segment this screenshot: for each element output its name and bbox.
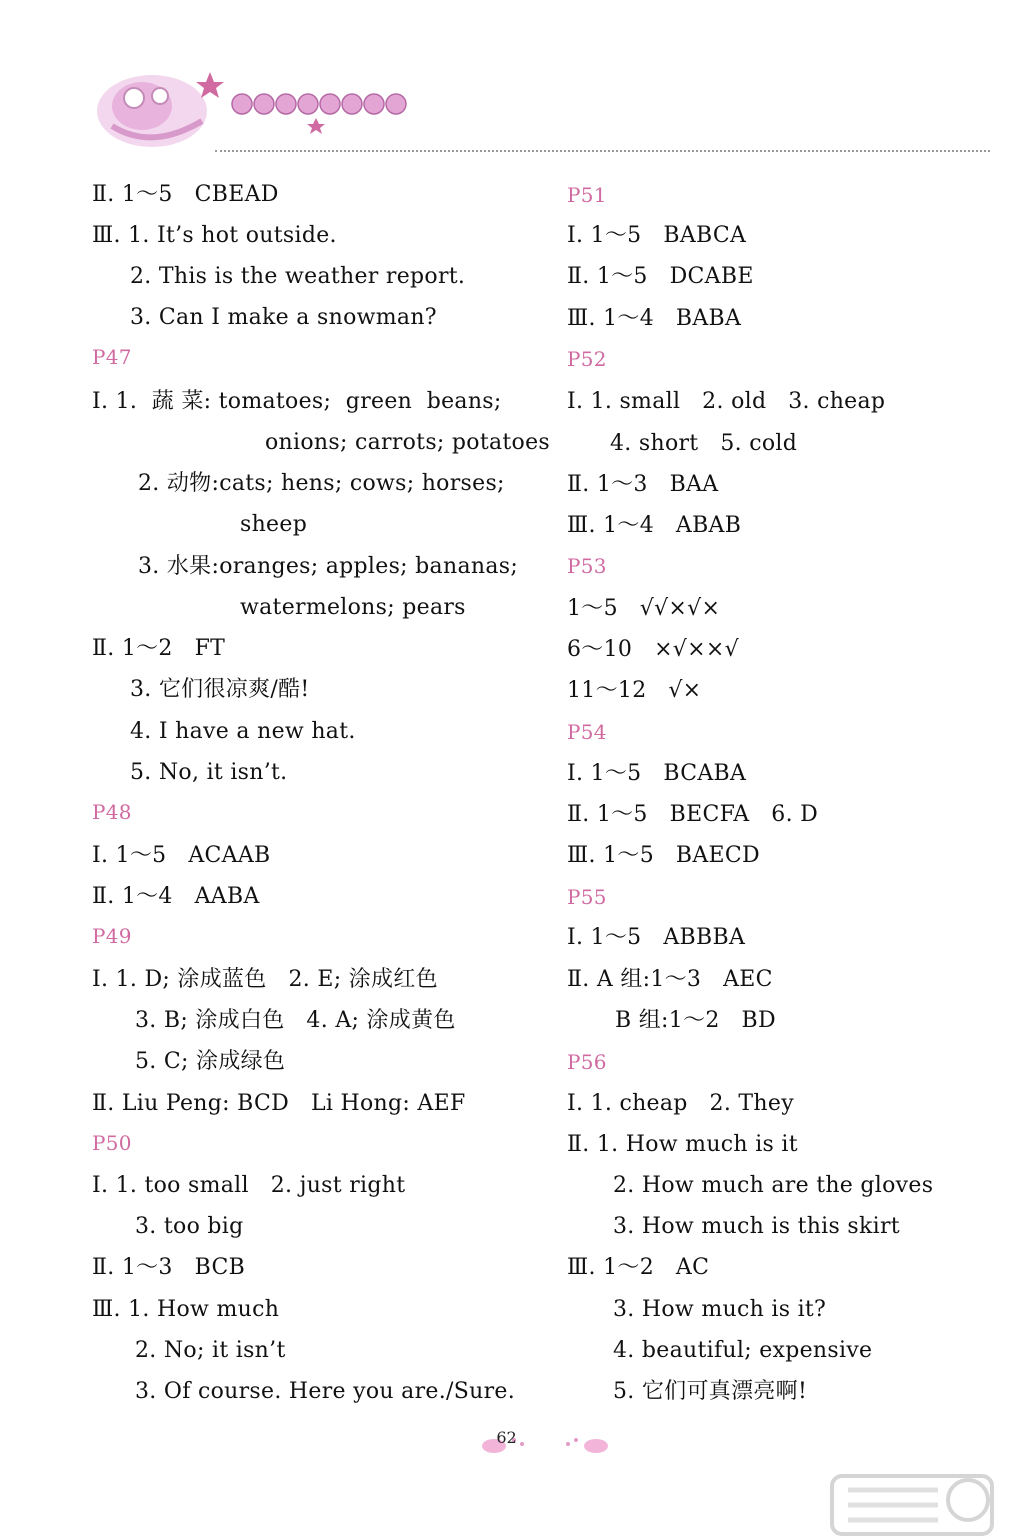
answer-line: Ⅱ. Liu Peng: BCD Li Hong: AEF	[92, 1091, 466, 1116]
answer-line: Ⅱ. 1～5 BECFA 6. D	[567, 802, 819, 827]
footer-ornament-right	[560, 1432, 610, 1456]
page-ref-heading: P52	[567, 347, 607, 371]
answer-line: Ⅰ. 1. cheap 2. They	[567, 1091, 794, 1116]
answer-line: 2. 动物:cats; hens; cows; horses;	[138, 471, 505, 496]
page-ref-heading: P56	[567, 1050, 607, 1074]
page-ref-heading: P55	[567, 885, 607, 909]
answer-line: Ⅲ. 1～4 ABAB	[567, 513, 742, 538]
answer-line: B 组:1～2 BD	[615, 1008, 776, 1033]
answer-line: Ⅲ. 1～5 BAECD	[567, 843, 760, 868]
answer-line: Ⅱ. 1～5 DCABE	[567, 264, 754, 289]
answer-line: 4. I have a new hat.	[130, 719, 356, 744]
page-header	[0, 0, 1013, 160]
answer-line: 1～5 √√×√×	[567, 596, 721, 621]
answer-line: watermelons; pears	[240, 595, 466, 620]
page-ref-heading: P50	[92, 1131, 132, 1155]
answer-line: 3. Can I make a snowman?	[130, 305, 437, 330]
answer-line: 2. This is the weather report.	[130, 264, 466, 289]
answer-line: Ⅱ. 1. How much is it	[567, 1132, 798, 1157]
answer-line: 5. No, it isn’t.	[130, 760, 288, 785]
answer-line: Ⅰ. 1. too small 2. just right	[92, 1173, 406, 1198]
page-ref-heading: P49	[92, 924, 132, 948]
answer-line: Ⅱ. 1～3 BCB	[92, 1255, 246, 1280]
answer-line: Ⅰ. 1～5 BCABA	[567, 761, 747, 786]
answer-line: 2. No; it isn’t	[135, 1338, 286, 1363]
cartoon-logo-image	[92, 66, 422, 156]
answer-line: 3. Of course. Here you are./Sure.	[135, 1379, 516, 1404]
watermark-image	[828, 1470, 1003, 1540]
answer-line: Ⅱ. 1～5 CBEAD	[92, 182, 279, 207]
answer-line: 3. B; 涂成白色 4. A; 涂成黄色	[135, 1008, 456, 1033]
page-number: 62	[496, 1428, 517, 1447]
answer-line: 3. How much is this skirt	[613, 1214, 900, 1239]
answer-line: 11～12 √×	[567, 678, 702, 703]
answer-line: Ⅱ. 1～2 FT	[92, 636, 226, 661]
page-ref-heading: P51	[567, 183, 607, 207]
answer-line: 3. How much is it?	[613, 1297, 827, 1322]
answer-line: 5. C; 涂成绿色	[135, 1049, 286, 1074]
answer-line: 5. 它们可真漂亮啊!	[613, 1379, 808, 1404]
answer-line: Ⅰ. 1. small 2. old 3. cheap	[567, 389, 886, 414]
page-ref-heading: P54	[567, 720, 607, 744]
answer-line: Ⅲ. 1～2 AC	[567, 1255, 710, 1280]
answer-line: sheep	[240, 512, 308, 537]
answer-line: Ⅱ. A 组:1～3 AEC	[567, 967, 773, 992]
answer-line: Ⅰ. 1. D; 涂成蓝色 2. E; 涂成红色	[92, 967, 438, 992]
page-footer	[0, 1410, 1013, 1536]
page-ref-heading: P53	[567, 554, 607, 578]
answer-line: 3. 水果:oranges; apples; bananas;	[138, 554, 519, 579]
answer-line: onions; carrots; potatoes	[265, 430, 550, 455]
answer-line: Ⅱ. 1～4 AABA	[92, 884, 260, 909]
page-ref-heading: P47	[92, 345, 132, 369]
answer-line: Ⅲ. 1. It’s hot outside.	[92, 223, 337, 248]
answer-line: 3. too big	[135, 1214, 244, 1239]
answer-line: Ⅲ. 1. How much	[92, 1297, 280, 1322]
answer-line: Ⅰ. 1～5 ACAAB	[92, 843, 271, 868]
answer-line: 4. short 5. cold	[610, 431, 798, 456]
answer-line: Ⅲ. 1～4 BABA	[567, 306, 742, 331]
answer-line: Ⅰ. 1～5 BABCA	[567, 223, 747, 248]
answer-line: 6～10 ×√××√	[567, 637, 739, 662]
answer-line: Ⅱ. 1～3 BAA	[567, 472, 719, 497]
answer-line: 2. How much are the gloves	[613, 1173, 934, 1198]
answer-line: Ⅰ. 1. 蔬 菜: tomatoes; green beans;	[92, 389, 502, 414]
page-ref-heading: P48	[92, 800, 132, 824]
answer-line: 4. beautiful; expensive	[613, 1338, 873, 1363]
header-divider	[215, 150, 990, 152]
answer-line: 3. 它们很凉爽/酷!	[130, 677, 310, 702]
answer-line: Ⅰ. 1～5 ABBBA	[567, 925, 746, 950]
